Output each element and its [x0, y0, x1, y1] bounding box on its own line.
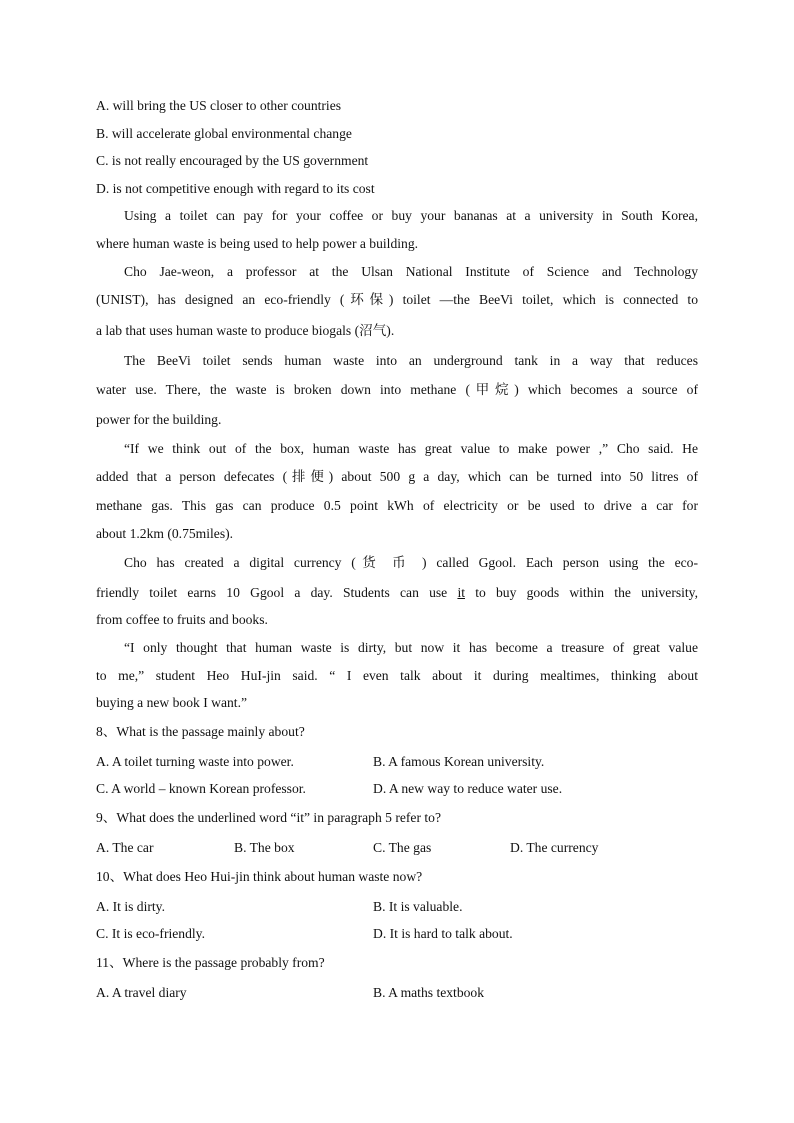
q9-option-d: D. The currency	[510, 840, 599, 855]
q9-option-a: A. The car	[96, 840, 154, 855]
passage-p3-line2: water use. There, the waste is broken down into methane (甲烷) which becomes a source of	[96, 382, 698, 397]
passage-p6-line1: “I only thought that human waste is dirty, but now it has become a treasure of great value	[124, 640, 698, 655]
p5-line2-after: to buy goods within the university,	[465, 585, 698, 600]
prev-option-a: A. will bring the US closer to other countries	[96, 98, 342, 113]
question-10-stem: 10、What does Heo Hui-jin think about human waste now?	[96, 869, 423, 884]
question-11-options	[96, 979, 698, 1007]
question-10-options	[96, 893, 698, 921]
question-11-stem: 11、Where is the passage probably from?	[96, 955, 325, 970]
q10-option-c: C. It is eco-friendly.	[96, 926, 205, 941]
q10-option-a: A. It is dirty.	[96, 899, 165, 914]
question-8-stem: 8、What is the passage mainly about?	[96, 724, 305, 739]
prev-option-d: D. is not competitive enough with regard to its cost	[96, 181, 375, 196]
passage-p2-line2: (UNIST), has designed an eco-friendly (环保) toilet —the BeeVi toilet, which is connected to	[96, 292, 698, 307]
q9-option-c: C. The gas	[373, 840, 432, 855]
q9-option-b: B. The box	[234, 840, 295, 855]
q11-option-b: B. A maths textbook	[373, 985, 485, 1000]
question-9-options	[96, 834, 698, 862]
q8-option-c: C. A world – known Korean professor.	[96, 781, 306, 796]
underlined-word-it: it	[457, 585, 465, 600]
passage-p4-line3: methane gas. This gas can produce 0.5 point kWh of electricity or be used to drive a car for	[96, 498, 698, 513]
passage-p3-line1: The BeeVi toilet sends human waste into an underground tank in a way that reduces	[124, 353, 698, 368]
question-10-options-2	[96, 920, 698, 948]
passage-p5-line3: from coffee to fruits and books.	[96, 612, 268, 627]
passage-p4-line2: added that a person defecates (排便) about 500 g a day, which can be turned into 50 litres of	[96, 469, 698, 484]
passage-p3-line3: power for the building.	[96, 412, 222, 427]
passage-p2-line1: Cho Jae-weon, a professor at the Ulsan National Institute of Science and Technology	[124, 264, 698, 279]
p5-line2-before: friendly toilet earns 10 Ggool a day. Students can use	[96, 585, 458, 600]
q8-option-b: B. A famous Korean university.	[373, 754, 545, 769]
question-8-options	[96, 748, 698, 776]
passage-p1-line2: where human waste is being used to help power a building.	[96, 236, 419, 251]
q10-option-d: D. It is hard to talk about.	[373, 926, 513, 941]
passage-p4-line1: “If we think out of the box, human waste has great value to make power ,” Cho said. He	[124, 441, 698, 456]
passage-p2-line3: a lab that uses human waste to produce biogals (沼气).	[96, 323, 395, 338]
q11-option-a: A. A travel diary	[96, 985, 187, 1000]
q10-option-b: B. It is valuable.	[373, 899, 463, 914]
passage-p6-line2: to me,” student Heo HuI-jin said. “ I even talk about it during mealtimes, thinking about	[96, 668, 698, 683]
passage-p6-line3: buying a new book I want.”	[96, 695, 248, 710]
passage-p5-line2	[96, 579, 698, 607]
q8-option-a: A. A toilet turning waste into power.	[96, 754, 294, 769]
question-8-options-2	[96, 775, 698, 803]
passage-p5-line1: Cho has created a digital currency (货 币 ) called Ggool. Each person using the eco-	[124, 555, 698, 570]
prev-option-b: B. will accelerate global environmental change	[96, 126, 352, 141]
q8-option-d: D. A new way to reduce water use.	[373, 781, 563, 796]
passage-p1-line1: Using a toilet can pay for your coffee or buy your bananas at a university in South Korea,	[124, 208, 698, 223]
passage-p4-line4: about 1.2km (0.75miles).	[96, 526, 234, 541]
question-9-stem: 9、What does the underlined word “it” in paragraph 5 refer to?	[96, 810, 441, 825]
prev-option-c: C. is not really encouraged by the US government	[96, 153, 369, 168]
